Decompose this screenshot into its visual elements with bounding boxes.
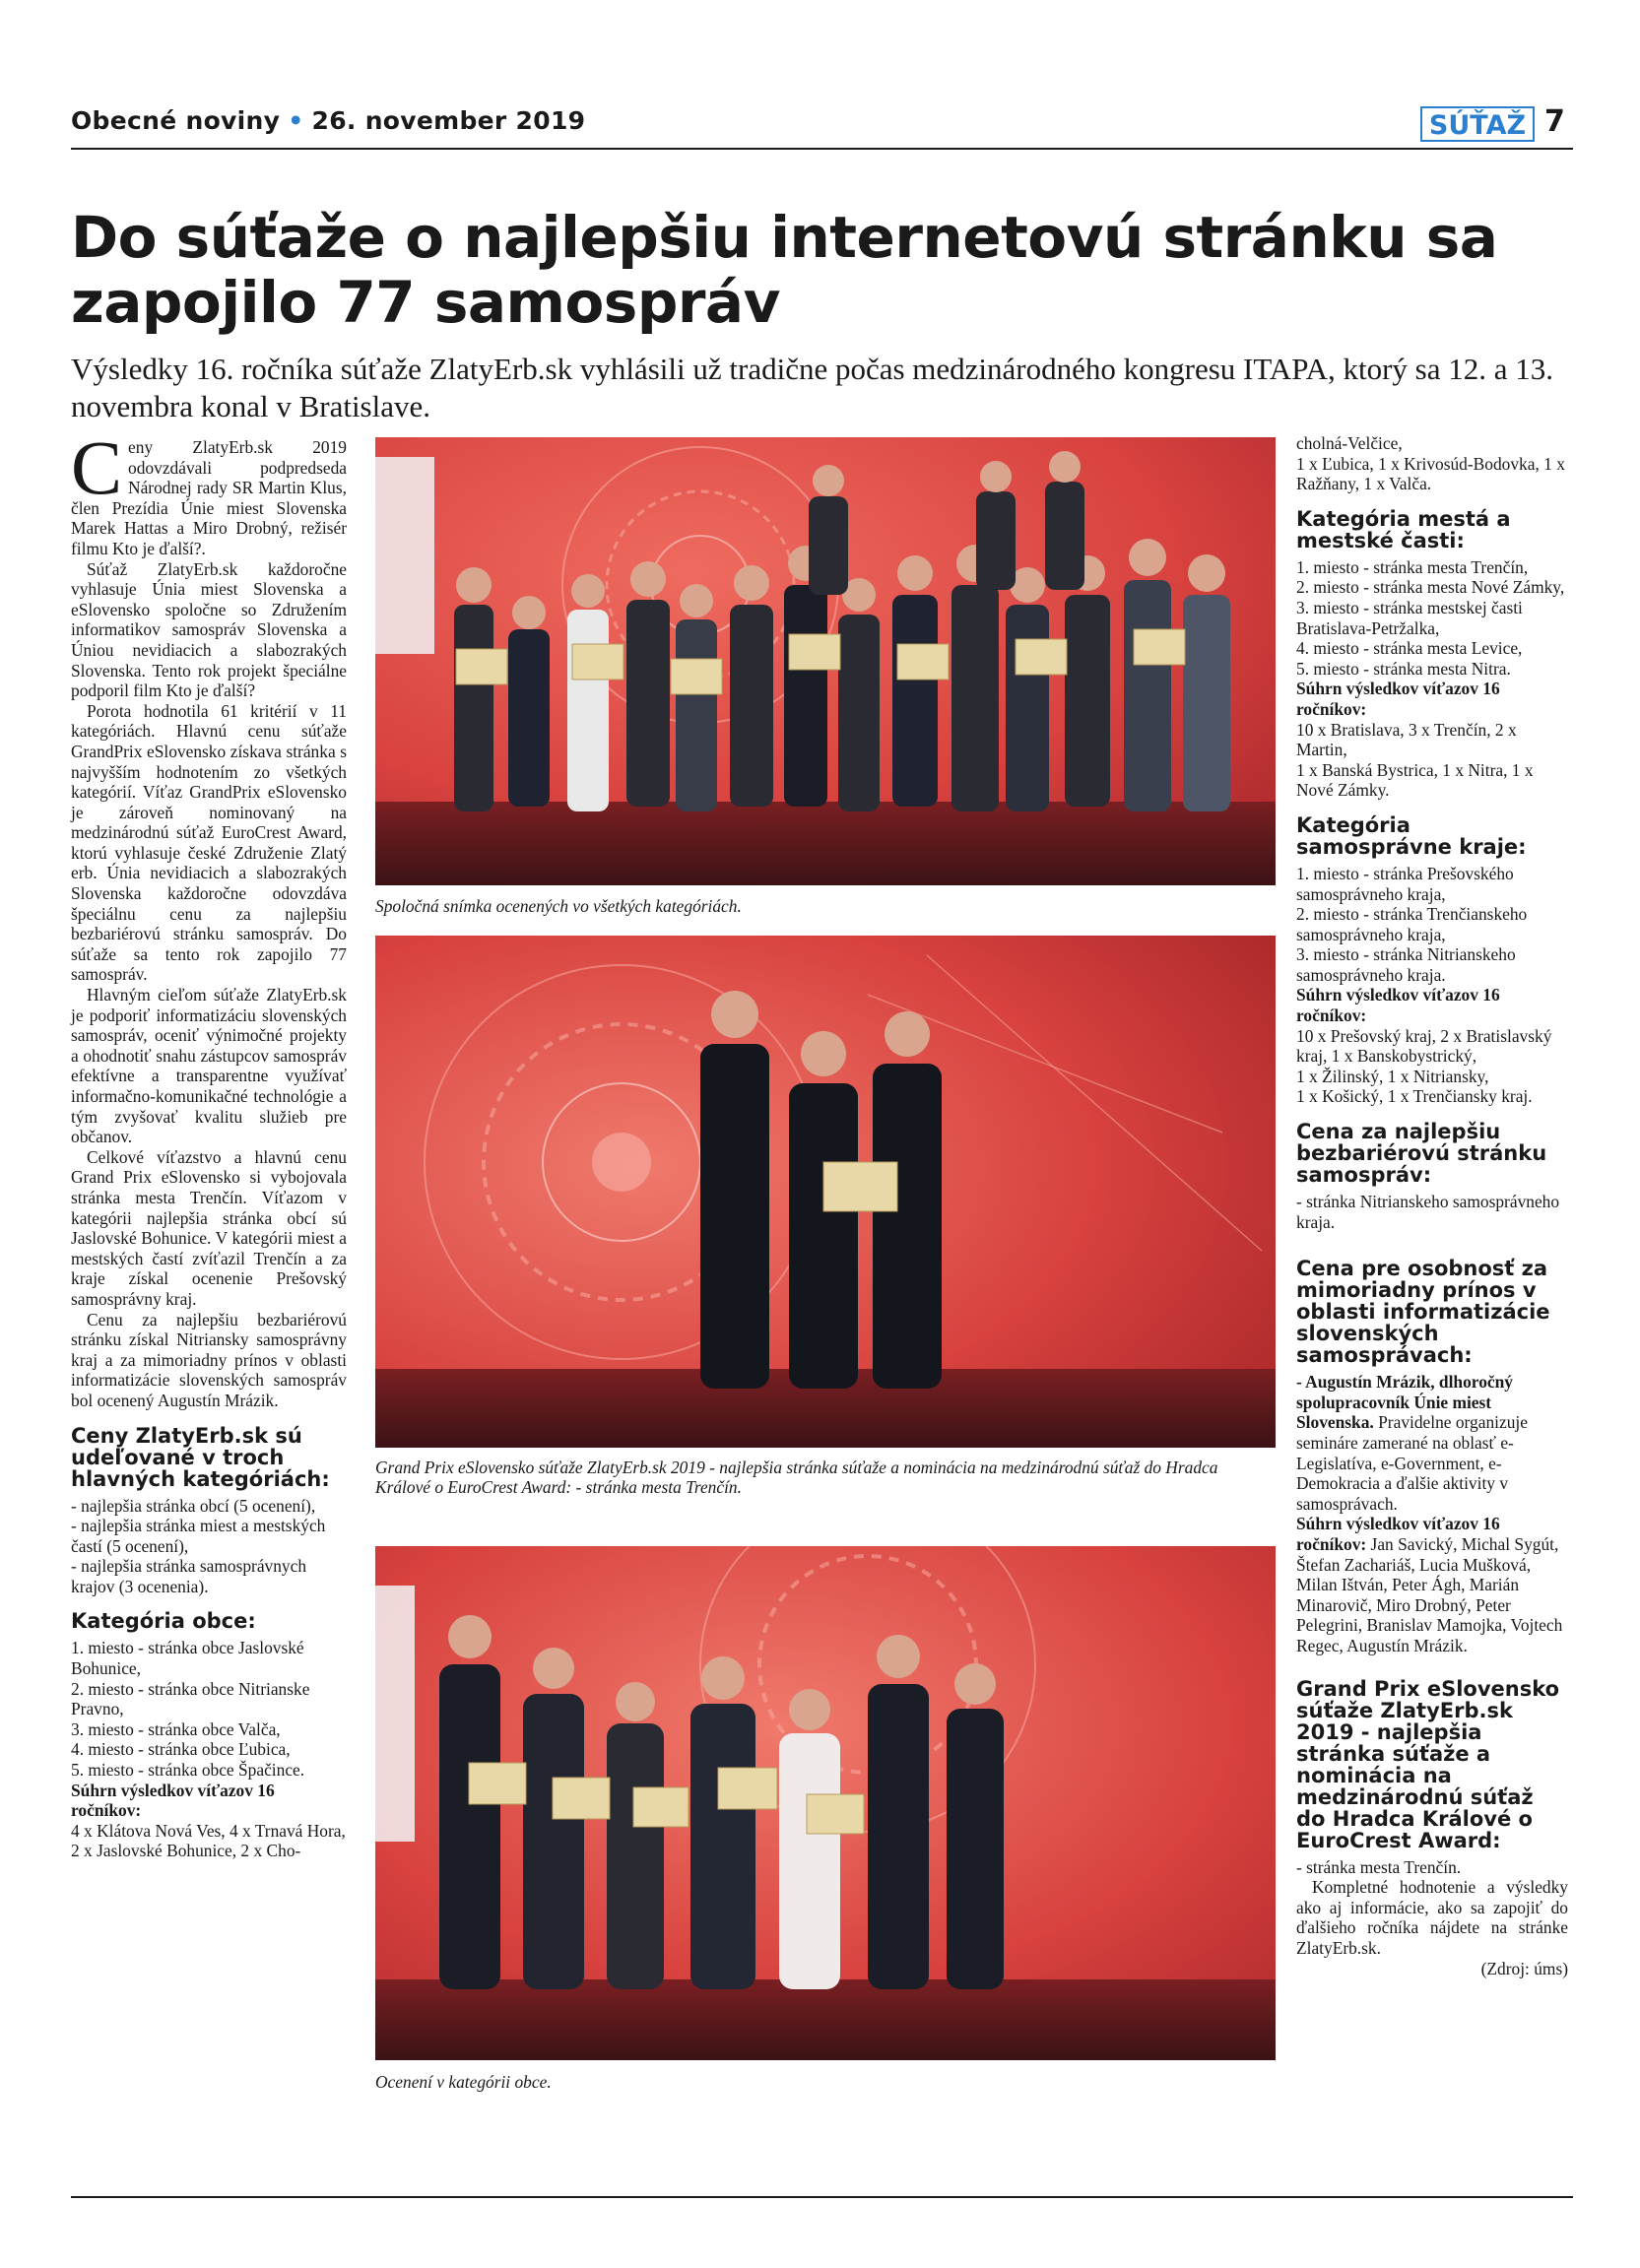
subheading-obce: Kategória obce:: [71, 1609, 256, 1634]
list-item: - najlepšia stránka obcí (5 ocenení),: [71, 1495, 316, 1516]
paragraph: Súťaž ZlatyErb.sk každoročne vyhlasuje Únia miest Slovenska a eSlovensko spoločne so Združením informatikov samospráv Slovenska a Úniou nevidiacich a slabozrakých Slovenska. Tento rok projekt špeciálne podporil film Kto je ďalší?: [71, 558, 347, 701]
list-item: 2. miesto - stránka mesta Nové Zámky,: [1296, 577, 1565, 598]
article-lead: Výsledky 16. ročníka súťaže ZlatyErb.sk vyhlásili už tradične počas medzinárodného kongresu ITAPA, ktorý sa 12. a 13. novembra konal v Bratislave.: [71, 352, 1553, 423]
summary-text: 2 x Jaslovské Bohunice, 2 x Cho-: [71, 1841, 301, 1861]
paragraph: Porota hodnotila 61 kritérií v 11 kategóriách. Hlavnú cenu súťaže GrandPrix eSlovensko získava stránka s najvyšším hodnotením zo všetkých kategórií. Víťaz GrandPrix eSlovensko je zároveň nominovaný na medzinárodnú súťaž EuroCrest Award, ktorú vyhlasuje české Združenie Zlatý erb. Únia nevidiacich a slabozrakých Slovenska každoročne odovzdáva špeciálnu cenu za najlepšiu bezbariérovú stránku samospráv. Do súťaže sa tento rok zapojilo 77 samospráv.: [71, 700, 347, 985]
section-label: SÚŤAŽ: [1420, 106, 1535, 142]
personality-description: Pravidelne organizuje semináre zamerané na oblasť e-Legislatíva, e-Government, e-Demokracia a ďalšie aktivity v samosprávach.: [1296, 1412, 1528, 1514]
paragraph: Hlavným cieľom súťaže ZlatyErb.sk je podporiť informatizáciu slovenských samospráv, oceniť výnimočné projekty a ohodnotiť snahu zástupcov samospráv efektívne a transparentne využívať informačno-komunikačné technológie a tým zvyšovať kvalitu služieb pre občanov.: [71, 985, 347, 1147]
paragraph: [71, 424, 347, 559]
list-item: 4. miesto - stránka obce Ľubica,: [71, 1739, 291, 1760]
list-item: 2. miesto - stránka obce Nitrianske Pravno,: [71, 1678, 310, 1719]
summary-text: 10 x Prešovský kraj, 2 x Bratislavský kraj, 1 x Banskobystrický,: [1296, 1025, 1552, 1067]
summary-text: 10 x Bratislava, 3 x Trenčín, 2 x Martin,: [1296, 719, 1517, 760]
summary-label: Súhrn výsledkov víťazov 16 ročníkov:: [1296, 679, 1500, 719]
paragraph: Kompletné hodnotenie a výsledky ako aj informácie, ako sa zapojiť do ďalšieho ročníka nájdete na stránke ZlatyErb.sk.: [1296, 1877, 1568, 1958]
summary-label: Súhrn výsledkov víťazov 16 ročníkov:: [1296, 985, 1500, 1026]
personality-text: [1296, 1372, 1568, 1514]
photo-grand-prix-trencin: [375, 936, 1276, 1448]
personality-name: - Augustín Mrázik, dlhoročný spolupracovník Únie miest Slovenska.: [1296, 1372, 1513, 1433]
photo-group-all-winners: [375, 437, 1276, 885]
list-item: 1. miesto - stránka obce Jaslovské Bohunice,: [71, 1638, 304, 1679]
list-continuation: cholná-Velčice,: [1296, 433, 1403, 453]
list-item: 3. miesto - stránka Nitrianskeho samosprávneho kraja.: [1296, 944, 1516, 985]
list-item: - najlepšia stránka samosprávnych krajov (3 ocenenia).: [71, 1556, 307, 1596]
list-item: - najlepšia stránka miest a mestských častí (5 ocenení),: [71, 1516, 326, 1556]
paragraph-text: eny ZlatyErb.sk 2019 odovzdávali podpredseda Národnej rady SR Martin Klus, člen Prezídia Únie miest Slovenska Marek Hattas a Miro Drobný, režisér filmu Kto je ďalší?.: [71, 437, 347, 558]
subheading-osobnost: Cena pre osobnosť za mimoriadny prínos v oblasti informatizácie slovenských samosprávach:: [1296, 1257, 1550, 1368]
photo-caption: Spoločná snímka ocenených vo všetkých kategóriách.: [375, 896, 742, 916]
list-item: 1. miesto - stránka mesta Trenčín,: [1296, 556, 1529, 577]
footer-rule: [71, 2196, 1573, 2198]
photo-caption: Ocenení v kategórii obce.: [375, 2072, 552, 2092]
summary-text: Jan Savický, Michal Sygút, Štefan Zachariáš, Lucia Mušková, Milan Ištván, Peter Ágh, Marián Minarovič, Miro Drobný, Peter Pelegrini, Branislav Mamojka, Vojtech Regec, Augustín Mrázik.: [1296, 1533, 1563, 1655]
subheading-mesta: Kategória mestá a mestské časti:: [1296, 506, 1511, 552]
list-item: 5. miesto - stránka mesta Nitra.: [1296, 658, 1511, 679]
summary-text: 1 x Banská Bystrica, 1 x Nitra, 1 x Nové Zámky.: [1296, 759, 1534, 801]
article-headline: Do súťaže o najlepšiu internetovú stránku sa zapojilo 77 samospráv: [71, 204, 1498, 336]
source-credit: (Zdroj: úms): [1480, 1958, 1568, 1978]
summary-label: Súhrn výsledkov víťazov 16 ročníkov:: [71, 1780, 275, 1821]
drop-cap: C: [71, 424, 123, 510]
issue-date: 26. november 2019: [311, 106, 586, 135]
list-item: 1. miesto - stránka Prešovského samosprávneho kraja,: [1296, 863, 1514, 904]
list-item: - stránka mesta Trenčín.: [1296, 1856, 1462, 1877]
list-item: 5. miesto - stránka obce Špačince.: [71, 1760, 305, 1781]
list-item: 2. miesto - stránka Trenčianskeho samosprávneho kraja,: [1296, 904, 1528, 944]
list-item: 4. miesto - stránka mesta Levice,: [1296, 638, 1523, 659]
article-column-1: [71, 424, 347, 1861]
summary-text: 1 x Košický, 1 x Trenčiansky kraj.: [1296, 1086, 1533, 1107]
subheading-bezbarierova: Cena za najlepšiu bezbariérovú stránku samospráv:: [1296, 1120, 1547, 1188]
photo-obce-winners: [375, 1546, 1276, 2060]
summary-text: 4 x Klátova Nová Ves, 4 x Trnavá Hora,: [71, 1820, 346, 1841]
subheading-awards: Ceny ZlatyErb.sk sú udeľované v troch hlavných kategóriách:: [71, 1423, 330, 1491]
list-item: 3. miesto - stránka mestskej časti Bratislava-Petržalka,: [1296, 597, 1523, 638]
photo-caption: Grand Prix eSlovensko súťaže ZlatyErb.sk 2019 - najlepšia stránka súťaže a nominácia na medzinárodnú súťaž do Hradca Králové o EuroCrest Award: - stránka mesta Trenčín.: [375, 1458, 1218, 1497]
header-rule: [71, 148, 1573, 150]
page-header: [71, 106, 585, 135]
list-item: - stránka Nitrianskeho samosprávneho kraja.: [1296, 1192, 1560, 1232]
paragraph: Cenu za najlepšiu bezbariérovú stránku získal Nitriansky samosprávny kraj a za mimoriadny prínos v oblasti informatizácie slovenských samospráv bol ocenený Augustín Mrázik.: [71, 1309, 347, 1410]
summary-label: Súhrn výsledkov víťazov 16 ročníkov:: [1296, 1514, 1500, 1554]
summary-text: 1 x Žilinský, 1 x Nitriansky,: [1296, 1066, 1489, 1086]
subheading-kraje: Kategória samosprávne kraje:: [1296, 812, 1527, 859]
article-column-3: [1296, 433, 1568, 1978]
subheading-grand-prix: Grand Prix eSlovensko súťaže ZlatyErb.sk 2019 - najlepšia stránka súťaže a nominácia na medzinárodnú súťaž do Hradca Králové o EuroCrest Award:: [1296, 1676, 1560, 1852]
list-item: 3. miesto - stránka obce Valča,: [71, 1718, 281, 1739]
page-number: 7: [1544, 104, 1565, 139]
summary: [1296, 1514, 1568, 1655]
publication-name: Obecné noviny: [71, 106, 281, 135]
list-continuation: 1 x Ľubica, 1 x Krivosúd-Bodovka, 1 x Ražňany, 1 x Valča.: [1296, 453, 1565, 494]
paragraph: Celkové víťazstvo a hlavnú cenu Grand Prix eSlovensko si vybojovala stránka mesta Trenčín. Víťazom v kategórii najlepšia stránka obcí sú Jaslovské Bohunice. V kategórii miest a mestských častí zvíťazil Trenčín a za kraje získal ocenenie Prešovský samosprávny kraj.: [71, 1146, 347, 1309]
separator-dot: •: [288, 106, 304, 135]
